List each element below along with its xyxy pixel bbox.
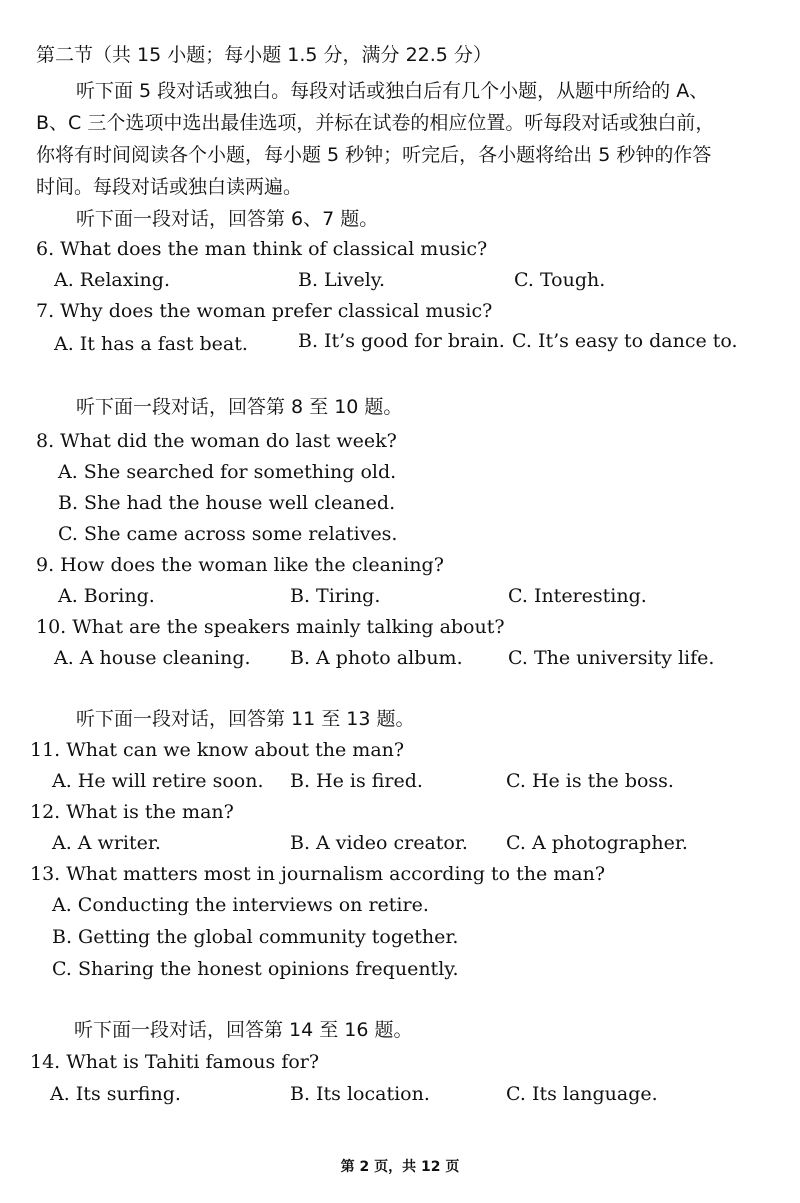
group-intro-4: 听下面一段对话，回答第 14 至 16 题。 <box>74 1019 413 1041</box>
option-10c: C. The university life. <box>508 647 715 669</box>
option-8b: B. She had the house well cleaned. <box>58 492 396 514</box>
option-9c: C. Interesting. <box>508 585 647 607</box>
option-11c: C. He is the boss. <box>506 770 674 792</box>
option-7b: B. It’s good for brain. <box>298 330 505 352</box>
option-7a: A. It has a fast beat. <box>54 333 248 355</box>
question-10: 10. What are the speakers mainly talking about? <box>36 616 505 638</box>
option-8a: A. She searched for something old. <box>58 461 397 483</box>
instruction-line-1: 听下面 5 段对话或独白。每段对话或独白后有几个小题，从题中所给的 A、 <box>76 80 709 102</box>
question-9: 9. How does the woman like the cleaning? <box>36 554 444 576</box>
option-9b: B. Tiring. <box>290 585 381 607</box>
section-title: 第二节（共 15 小题；每小题 1.5 分，满分 22.5 分） <box>36 44 492 66</box>
option-8c: C. She came across some relatives. <box>58 523 398 545</box>
question-11: 11. What can we know about the man? <box>30 739 405 761</box>
question-14: 14. What is Tahiti famous for? <box>30 1051 320 1073</box>
question-6: 6. What does the man think of classical music? <box>36 238 488 260</box>
question-12: 12. What is the man? <box>30 801 234 823</box>
question-13: 13. What matters most in journalism according to the man? <box>30 863 606 885</box>
group-intro-2: 听下面一段对话，回答第 8 至 10 题。 <box>76 396 403 418</box>
option-11b: B. He is fired. <box>290 770 423 792</box>
instruction-line-3: 你将有时间阅读各个小题，每小题 5 秒钟；听完后，各小题将给出 5 秒钟的作答 <box>36 144 712 166</box>
option-12a: A. A writer. <box>52 832 161 854</box>
option-7c: C. It’s easy to dance to. <box>512 330 738 352</box>
group-intro-3: 听下面一段对话，回答第 11 至 13 题。 <box>76 708 415 730</box>
page-footer: 第 2 页，共 12 页 <box>340 1159 460 1175</box>
option-12b: B. A video creator. <box>290 832 468 854</box>
group-intro-1: 听下面一段对话，回答第 6、7 题。 <box>76 208 379 230</box>
option-14a: A. Its surfing. <box>50 1083 181 1105</box>
instruction-line-2: B、C 三个选项中选出最佳选项，并标在试卷的相应位置。听每段对话或独白前， <box>36 112 715 134</box>
option-6b: B. Lively. <box>298 269 386 291</box>
question-8: 8. What did the woman do last week? <box>36 430 397 452</box>
option-11a: A. He will retire soon. <box>52 770 264 792</box>
option-12c: C. A photographer. <box>506 832 688 854</box>
option-14c: C. Its language. <box>506 1083 658 1105</box>
option-9a: A. Boring. <box>58 585 155 607</box>
option-10b: B. A photo album. <box>290 647 463 669</box>
option-13c: C. Sharing the honest opinions frequently. <box>52 958 459 980</box>
option-6a: A. Relaxing. <box>54 269 170 291</box>
question-7: 7. Why does the woman prefer classical music? <box>36 300 493 322</box>
option-6c: C. Tough. <box>514 269 606 291</box>
option-13b: B. Getting the global community together. <box>52 926 459 948</box>
option-10a: A. A house cleaning. <box>54 647 251 669</box>
option-14b: B. Its location. <box>290 1083 430 1105</box>
instruction-line-4: 时间。每段对话或独白读两遍。 <box>36 176 303 198</box>
option-13a: A. Conducting the interviews on retire. <box>52 894 429 916</box>
